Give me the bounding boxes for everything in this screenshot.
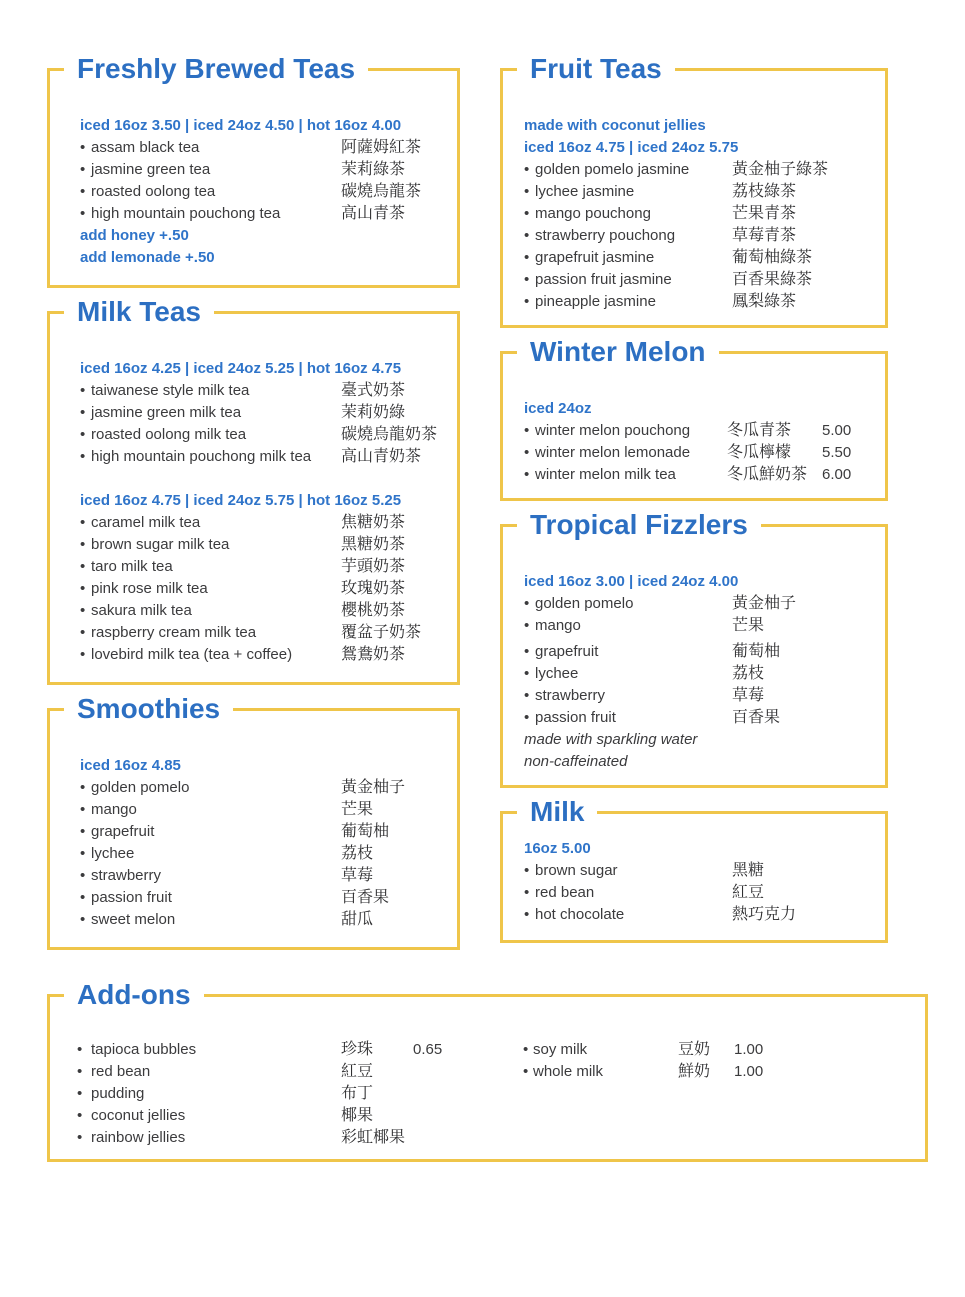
item-name-en: coconut jellies [91, 1107, 186, 1124]
bullet-icon: • [80, 779, 86, 796]
menu-item-row [80, 534, 441, 556]
item-name-zh: 鳳梨綠茶 [732, 293, 797, 310]
section-title-milk: Milk [517, 796, 597, 827]
menu-item-row [524, 291, 871, 313]
item-name-zh: 椰果 [341, 1107, 374, 1124]
bullet-icon: • [80, 404, 86, 421]
item-name-zh: 碳燒烏龍奶茶 [341, 426, 438, 443]
menu-item-row [77, 1039, 523, 1061]
bullet-icon: • [80, 646, 86, 663]
item-name-zh: 紅豆 [732, 884, 765, 901]
item-name-zh: 櫻桃奶茶 [341, 602, 406, 619]
item-name-zh: 芒果 [732, 617, 765, 634]
note-add-honey: add honey +.50 [80, 227, 189, 244]
bullet-icon: • [77, 1129, 83, 1146]
menu-item-row [80, 887, 441, 909]
bullet-icon: • [524, 422, 530, 439]
section-title-smoothies: Smoothies [64, 693, 233, 724]
item-name-en: golden pomelo jasmine [535, 161, 690, 178]
bullet-icon: • [80, 161, 86, 178]
bullet-icon: • [80, 845, 86, 862]
bullet-icon: • [524, 687, 530, 704]
menu-item-row [523, 1061, 763, 1083]
menu-item-row [80, 402, 441, 424]
menu-item-row [523, 1039, 763, 1061]
bullet-icon: • [77, 1041, 83, 1058]
menu-item-row [80, 865, 441, 887]
bullet-icon: • [80, 580, 86, 597]
item-name-en: roasted oolong milk tea [91, 426, 247, 443]
section-smoothies [47, 693, 460, 950]
item-name-en: lychee jasmine [535, 183, 635, 200]
bullet-icon: • [80, 183, 86, 200]
bullet-icon: • [524, 665, 530, 682]
item-name-zh: 草莓 [341, 867, 374, 884]
item-name-en: red bean [91, 1063, 151, 1080]
section-fruit-teas [500, 53, 888, 328]
bullet-icon: • [524, 466, 530, 483]
item-name-en: rainbow jellies [91, 1129, 186, 1146]
bullet-icon: • [80, 382, 86, 399]
section-tropical-fizzlers [500, 509, 888, 788]
menu-item-row [524, 685, 871, 707]
item-name-zh: 黑糖奶茶 [341, 536, 406, 553]
item-name-zh: 熱巧克力 [732, 906, 797, 923]
menu-item-row [80, 600, 441, 622]
item-name-en: caramel milk tea [91, 514, 201, 531]
menu-item-row [524, 159, 871, 181]
bullet-icon: • [524, 906, 530, 923]
menu-item-row [80, 909, 441, 931]
price-line: iced 16oz 3.50 | iced 24oz 4.50 | hot 16oz 4.00 [80, 117, 402, 134]
item-name-en: high mountain pouchong milk tea [91, 448, 312, 465]
item-name-zh: 草莓青茶 [732, 227, 797, 244]
bullet-icon: • [80, 823, 86, 840]
item-name-zh: 芒果青茶 [732, 205, 797, 222]
item-name-en: taro milk tea [91, 558, 173, 575]
bullet-icon: • [80, 867, 86, 884]
price-line: iced 16oz 4.85 [80, 757, 181, 774]
price-line: iced 16oz 4.75 | iced 24oz 5.75 [524, 139, 739, 156]
item-name-zh: 布丁 [341, 1085, 374, 1102]
item-price: 5.50 [822, 444, 852, 461]
item-name-zh: 芋頭奶茶 [341, 558, 406, 575]
section-winter-melon [500, 336, 888, 501]
bullet-icon: • [524, 161, 530, 178]
item-name-zh: 葡萄柚 [341, 823, 390, 840]
item-name-en: sweet melon [91, 911, 176, 928]
bullet-icon: • [80, 602, 86, 619]
item-name-zh: 茉莉奶綠 [341, 404, 406, 421]
bullet-icon: • [524, 643, 530, 660]
bullet-icon: • [77, 1085, 83, 1102]
menu-item-row [524, 882, 871, 904]
menu-item-row [524, 904, 871, 926]
bullet-icon: • [524, 884, 530, 901]
item-name-en: raspberry cream milk tea [91, 624, 257, 641]
item-name-en: taiwanese style milk tea [91, 382, 250, 399]
menu-item-row [524, 464, 871, 486]
item-price: 1.00 [734, 1041, 764, 1058]
item-list-smoothies [80, 777, 441, 931]
item-name-zh: 碳燒烏龍茶 [341, 183, 422, 200]
item-name-zh: 百香果綠茶 [732, 271, 813, 288]
menu-item-row [80, 777, 441, 799]
item-name-zh: 荔枝 [732, 665, 765, 682]
item-name-en: mango pouchong [535, 205, 651, 222]
bullet-icon: • [524, 249, 530, 266]
item-price: 0.65 [413, 1041, 443, 1058]
bullet-icon: • [80, 448, 86, 465]
item-list-milk-teas-2 [80, 512, 441, 666]
menu-item-row [80, 181, 441, 203]
item-name-en: red bean [535, 884, 595, 901]
item-name-en: pudding [91, 1085, 145, 1102]
item-name-en: mango [535, 617, 581, 634]
item-price: 1.00 [734, 1063, 764, 1080]
menu-columns [47, 47, 928, 973]
section-freshly-brewed-teas [47, 53, 460, 288]
price-line: iced 16oz 4.75 | iced 24oz 5.75 | hot 16oz 5.25 [80, 492, 402, 509]
item-name-en: roasted oolong tea [91, 183, 216, 200]
menu-item-row [77, 1105, 523, 1127]
section-title-add-ons: Add-ons [64, 979, 204, 1010]
bullet-icon: • [524, 205, 530, 222]
item-price: 6.00 [822, 466, 852, 483]
section-milk [500, 796, 888, 943]
item-name-en: grapefruit jasmine [535, 249, 655, 266]
item-list-winter-melon [524, 420, 871, 486]
item-name-en: high mountain pouchong tea [91, 205, 281, 222]
item-name-en: sakura milk tea [91, 602, 192, 619]
item-name-en: golden pomelo [91, 779, 190, 796]
item-name-zh: 百香果 [341, 889, 390, 906]
menu-item-row [524, 225, 871, 247]
menu-item-row [524, 860, 871, 882]
item-name-en: whole milk [533, 1063, 604, 1080]
menu-item-row [524, 269, 871, 291]
item-name-zh: 葡萄柚 [732, 643, 781, 660]
item-name-zh: 覆盆子奶茶 [341, 624, 422, 641]
bullet-icon: • [80, 624, 86, 641]
price-line: iced 16oz 3.00 | iced 24oz 4.00 [524, 573, 739, 590]
price-line: 16oz 5.00 [524, 840, 591, 857]
item-name-zh: 高山青茶 [341, 205, 406, 222]
item-name-zh: 冬瓜檸檬 [727, 444, 792, 461]
item-name-en: grapefruit [91, 823, 155, 840]
bullet-icon: • [524, 595, 530, 612]
item-name-zh: 甜瓜 [341, 911, 374, 928]
bullet-icon: • [80, 911, 86, 928]
item-name-zh: 紅豆 [341, 1063, 374, 1080]
menu-item-row [524, 420, 871, 442]
menu-item-row [77, 1061, 523, 1083]
right-column [500, 47, 888, 966]
menu-item-row [80, 203, 441, 225]
item-list-fruit-teas [524, 159, 871, 313]
item-name-en: strawberry pouchong [535, 227, 676, 244]
menu-item-row [524, 247, 871, 269]
item-name-en: golden pomelo [535, 595, 634, 612]
item-price: 5.00 [822, 422, 852, 439]
item-name-en: passion fruit [535, 709, 616, 726]
add-ons-body [77, 1039, 909, 1149]
bullet-icon: • [80, 139, 86, 156]
menu-item-row [80, 380, 441, 402]
item-name-zh: 彩虹椰果 [341, 1129, 406, 1146]
price-line: iced 24oz [524, 400, 592, 417]
item-name-zh: 高山青奶茶 [341, 448, 422, 465]
bullet-icon: • [77, 1063, 83, 1080]
section-title-tropical-fizzlers: Tropical Fizzlers [517, 509, 761, 540]
item-name-en: tapioca bubbles [91, 1041, 197, 1058]
item-name-en: pink rose milk tea [91, 580, 208, 597]
item-name-zh: 阿薩姆紅茶 [341, 139, 422, 156]
menu-item-row [80, 424, 441, 446]
item-name-zh: 豆奶 [678, 1041, 711, 1058]
bullet-icon: • [524, 271, 530, 288]
item-name-en: jasmine green milk tea [91, 404, 242, 421]
menu-item-row [524, 593, 871, 615]
item-name-en: jasmine green tea [91, 161, 211, 178]
bullet-icon: • [80, 426, 86, 443]
item-name-zh: 鴛鴦奶茶 [341, 646, 406, 663]
item-name-en: brown sugar milk tea [91, 536, 230, 553]
menu-item-row [524, 663, 871, 685]
section-add-ons [47, 979, 928, 1162]
menu-item-row [80, 843, 441, 865]
bullet-icon: • [523, 1063, 529, 1080]
section-title-fruit-teas: Fruit Teas [517, 53, 675, 84]
item-name-zh: 冬瓜鮮奶茶 [727, 466, 808, 483]
item-list-add-ons-1 [77, 1039, 523, 1149]
bullet-icon: • [80, 536, 86, 553]
item-name-en: winter melon lemonade [535, 444, 691, 461]
menu-item-row [80, 556, 441, 578]
menu-item-row [524, 442, 871, 464]
item-name-en: winter melon milk tea [535, 466, 676, 483]
bullet-icon: • [524, 227, 530, 244]
item-name-en: hot chocolate [535, 906, 625, 923]
item-name-zh: 百香果 [732, 709, 781, 726]
bullet-icon: • [523, 1041, 529, 1058]
item-name-en: pineapple jasmine [535, 293, 656, 310]
item-name-zh: 鮮奶 [678, 1063, 711, 1080]
bullet-icon: • [80, 801, 86, 818]
menu-item-row [524, 203, 871, 225]
price-line: iced 16oz 4.25 | iced 24oz 5.25 | hot 16oz 4.75 [80, 360, 402, 377]
item-name-en: passion fruit jasmine [535, 271, 672, 288]
item-name-zh: 黃金柚子 [341, 779, 406, 796]
item-name-en: assam black tea [91, 139, 200, 156]
item-list-freshly [80, 137, 441, 225]
item-name-zh: 草莓 [732, 687, 765, 704]
bullet-icon: • [77, 1107, 83, 1124]
milk-teas-group-2 [80, 490, 441, 666]
item-name-en: brown sugar [535, 862, 618, 879]
menu-item-row [524, 181, 871, 203]
menu-item-row [524, 641, 871, 663]
item-name-zh: 珍珠 [341, 1041, 374, 1058]
note-coconut-jellies: made with coconut jellies [524, 117, 706, 134]
menu-item-row [80, 644, 441, 666]
menu-item-row [77, 1127, 523, 1149]
note-sparkling-water: made with sparkling water [524, 731, 698, 748]
bullet-icon: • [524, 293, 530, 310]
section-milk-teas [47, 296, 460, 685]
item-name-en: winter melon pouchong [535, 422, 691, 439]
item-name-zh: 芒果 [341, 801, 374, 818]
bullet-icon: • [80, 514, 86, 531]
item-name-zh: 黑糖 [732, 862, 765, 879]
item-name-en: grapefruit [535, 643, 599, 660]
section-title-milk-teas: Milk Teas [64, 296, 214, 327]
menu-item-row [80, 512, 441, 534]
item-name-en: lychee [91, 845, 135, 862]
bullet-icon: • [80, 889, 86, 906]
item-list-add-ons-2 [523, 1039, 763, 1149]
item-name-en: mango [91, 801, 137, 818]
bullet-icon: • [524, 709, 530, 726]
item-name-zh: 葡萄柚綠茶 [732, 249, 813, 266]
item-name-zh: 茉莉綠茶 [341, 161, 406, 178]
menu-item-row [80, 622, 441, 644]
item-name-en: lychee [535, 665, 579, 682]
bullet-icon: • [524, 444, 530, 461]
item-list-tropical-fizzlers [524, 593, 871, 729]
note-non-caffeinated: non-caffeinated [524, 753, 628, 770]
item-name-zh: 臺式奶茶 [341, 382, 406, 399]
milk-teas-group-1 [80, 358, 441, 468]
menu-item-row [524, 707, 871, 729]
item-name-zh: 玫瑰奶茶 [341, 580, 406, 597]
bullet-icon: • [524, 862, 530, 879]
item-name-zh: 焦糖奶茶 [341, 514, 406, 531]
bullet-icon: • [80, 558, 86, 575]
item-name-en: strawberry [535, 687, 606, 704]
menu-item-row [80, 137, 441, 159]
item-name-en: soy milk [533, 1041, 588, 1058]
bullet-icon: • [524, 183, 530, 200]
section-title-freshly-brewed-teas: Freshly Brewed Teas [64, 53, 368, 84]
menu-item-row [80, 159, 441, 181]
item-name-zh: 荔枝 [341, 845, 374, 862]
item-name-en: lovebird milk tea (tea + coffee) [91, 646, 293, 663]
item-name-zh: 荔枝綠茶 [732, 183, 797, 200]
item-name-zh: 黃金柚子綠茶 [732, 161, 829, 178]
item-name-zh: 冬瓜青茶 [727, 422, 792, 439]
note-add-lemonade: add lemonade +.50 [80, 249, 215, 266]
menu-item-row [80, 578, 441, 600]
item-name-en: passion fruit [91, 889, 172, 906]
menu-item-row [80, 799, 441, 821]
item-list-milk [524, 860, 871, 926]
item-name-en: strawberry [91, 867, 162, 884]
item-name-zh: 黃金柚子 [732, 595, 797, 612]
menu-item-row [80, 821, 441, 843]
bullet-icon: • [80, 205, 86, 222]
item-list-milk-teas-1 [80, 380, 441, 468]
menu-item-row [524, 615, 871, 637]
section-title-winter-melon: Winter Melon [517, 336, 719, 367]
menu-item-row [77, 1083, 523, 1105]
menu-item-row [80, 446, 441, 468]
bullet-icon: • [524, 617, 530, 634]
left-column [47, 47, 460, 973]
